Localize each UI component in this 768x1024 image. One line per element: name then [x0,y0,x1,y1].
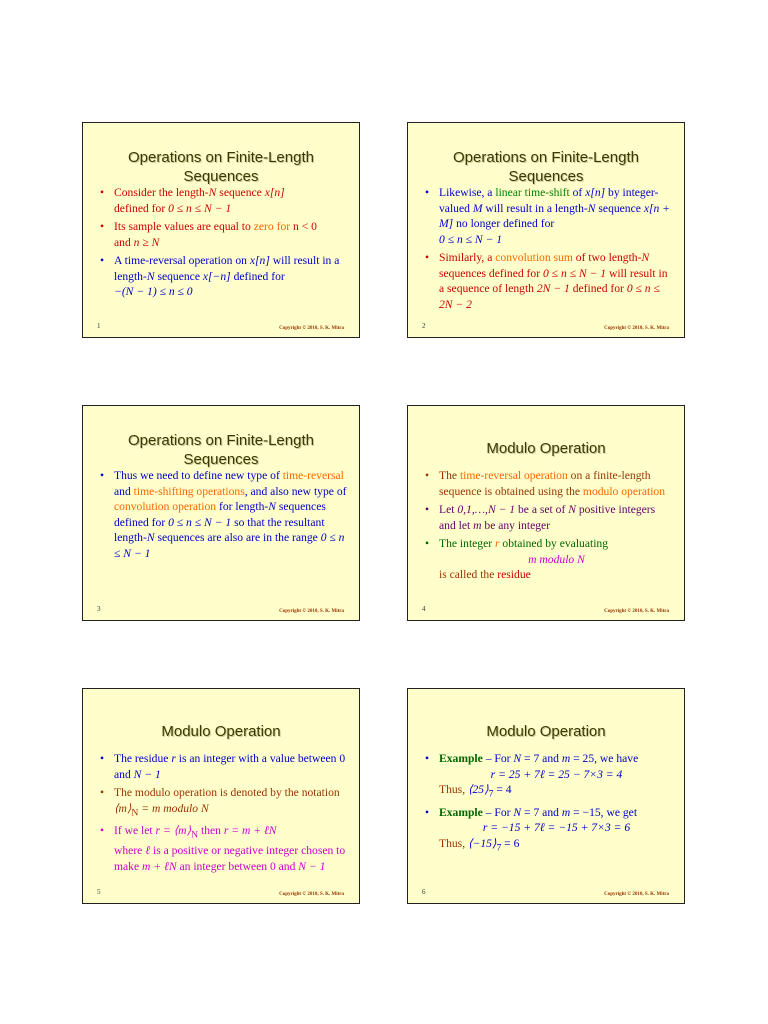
title-line: Operations on Finite-Length [128,432,314,449]
text-segment: will result in a length- [482,201,588,215]
text-segment: N [568,503,576,516]
text-segment: N [146,531,155,544]
text-segment: by integer-valued [439,186,659,215]
bullet-list [100,751,349,877]
copyright: Copyright © 2010, S. K. Mitra [604,892,669,897]
slide-title: Modulo Operation [486,723,606,740]
slide-number: 1 [97,322,101,330]
text-segment: residue [497,568,531,581]
text-segment: Example [439,805,483,819]
bullet-list [100,185,349,303]
text-segment: ℓ [145,844,151,858]
bullet-item [425,751,674,802]
text-segment: N [268,500,276,513]
text-segment: ⟨25⟩ [467,783,489,796]
text-segment: 0 ≤ n ≤ N − 1 [542,266,607,280]
text-segment: The modulo operation is denoted by the notation [114,786,340,799]
slide-title: Modulo Operation [161,723,281,740]
text-segment: 0 ≤ n ≤ N − 1 [168,515,232,529]
text-segment: for length- [216,500,269,513]
bullet-list [100,468,349,564]
text-segment: = m modulo N [138,801,209,815]
text-segment: = 4 [493,783,512,796]
text-segment: will result in a length- [114,254,340,283]
slide-title: Modulo Operation [486,440,606,457]
text-segment: will result in a sequence of length [439,266,668,295]
text-segment: zero [253,220,274,233]
slide-number: 4 [422,605,426,613]
slide-title [83,148,359,186]
text-segment: = 7 and [521,805,562,819]
text-segment: N [146,269,155,283]
bullet-item [100,785,349,820]
slide-number: 6 [422,888,426,896]
bullet-item [425,502,674,533]
text-segment: – For [482,752,514,765]
text-segment: sequences are also are in the range [154,531,321,544]
text-segment: 2N − 1 [536,282,570,295]
text-segment: N [513,805,522,819]
text-segment: sequences defined for [439,266,543,280]
text-segment: where [114,844,146,858]
text-segment: r = m + ℓN [223,824,277,838]
slide-2 [407,122,685,338]
text-segment: m + ℓN [142,859,177,873]
text-segment: x[n + M] [439,201,670,230]
text-segment: Consider the length- [114,186,209,199]
bullet-item [100,253,349,300]
bullet-item [100,185,349,216]
text-segment: The integer [439,537,496,550]
text-segment: be a set of [515,503,569,516]
slide-title [83,431,359,469]
text-segment: 0 ≤ n ≤ N − 1 [168,201,232,215]
text-segment: of [569,186,586,199]
text-segment: Example [439,752,483,765]
text-segment: – For [482,805,514,819]
text-segment: and [114,484,134,498]
bullet-list [425,751,674,859]
title-line: Operations on Finite-Length [128,149,314,166]
text-segment: The residue [114,752,172,765]
slide-6 [407,688,685,904]
text-segment: n ≥ N [133,235,160,249]
text-segment: , and also new type of [244,484,347,498]
text-segment: and [114,767,134,781]
text-segment: time-reversal operation [459,469,568,482]
text-segment: Let [439,503,458,516]
text-segment: 0 ≤ n ≤ 2N − 2 [439,282,660,311]
text-segment: Thus, [439,783,468,796]
text-segment: x[n] [249,254,270,267]
text-segment: then [198,824,224,838]
bullet-item [100,823,349,874]
title-line: Operations on Finite-Length [453,149,639,166]
text-segment: be any integer [481,518,551,532]
text-segment: convolution operation [114,500,217,513]
slide-4 [407,405,685,621]
slide-5 [82,688,360,904]
text-segment: 0 ≤ n ≤ N − 1 [439,232,503,246]
text-segment: on a finite-length sequence is obtained using the [439,469,651,498]
bullet-item [100,219,349,250]
bullet-item [425,250,674,312]
text-segment: N [587,201,596,215]
text-segment: = 6 [501,836,520,850]
text-segment: 0 ≤ n ≤ N − 1 [114,531,345,560]
bullet-item [425,805,674,856]
text-segment: The [439,469,460,482]
text-segment: = 25, we have [570,752,639,765]
text-segment: sequence [154,269,203,283]
text-segment: N [208,186,217,199]
text-segment: Thus, [439,836,468,850]
copyright: Copyright © 2010, S. K. Mitra [279,892,344,897]
bullet-list [425,185,674,315]
text-segment: is called the [439,568,498,581]
text-segment: r [495,537,500,550]
slide-number: 3 [97,605,101,613]
text-segment: r = ⟨m⟩ [155,824,192,838]
text-segment: sequence [216,186,265,199]
text-segment: positive integers and let [439,503,656,532]
text-segment: N [191,829,199,841]
copyright: Copyright © 2010, S. K. Mitra [604,609,669,614]
text-segment: so that the resultant length- [114,515,325,544]
text-segment: r = −15 + 7ℓ = −15 + 7×3 = 6 [482,821,631,835]
text-segment: Its sample values are equal to [114,220,254,233]
text-segment: 0,1,…,N − 1 [457,503,516,516]
text-segment: m [473,518,482,532]
text-segment: modulo operation [582,484,666,498]
text-segment: of two length- [572,251,642,264]
text-segment: an integer between [176,859,270,873]
text-segment: and [275,859,299,873]
text-segment: M [472,201,483,215]
slide-number: 5 [97,888,101,896]
text-segment: A time-reversal operation on [114,254,250,267]
bullet-item [425,468,674,499]
copyright: Copyright © 2010, S. K. Mitra [279,609,344,614]
text-segment: m [561,752,571,765]
text-segment: = −15, we get [570,805,638,819]
text-segment: Likewise, a [439,186,496,199]
text-segment: Similarly, a [439,251,496,264]
text-segment: x[n] [585,186,606,199]
text-segment: N [131,806,139,818]
bullet-item [425,536,674,583]
text-segment: 7 [496,842,502,854]
text-segment: 7 [488,788,494,800]
text-segment: time-shifting operations [133,484,245,498]
slide-1 [82,122,360,338]
text-segment: sequences defined for [114,500,326,529]
text-segment: N − 1 [298,859,326,873]
text-segment: m [561,805,571,819]
title-line: Sequences [508,168,584,185]
text-segment: r = 25 + 7ℓ = 25 − 7×3 = 4 [490,767,623,781]
text-segment: 0 [269,859,276,873]
text-segment: defined for [230,269,285,283]
text-segment: sequence [595,201,644,215]
text-segment: N − 1 [133,767,161,781]
text-segment: If we let [114,824,156,838]
bullet-item [100,468,349,561]
text-segment: N [641,251,650,264]
text-segment: is a positive or negative integer chosen to make [114,844,346,873]
text-segment: n < 0 [293,220,317,233]
text-segment: for [273,220,294,233]
text-segment: r [171,752,176,765]
text-segment: is an integer with a value between [175,752,340,765]
text-segment: −(N − 1) ≤ n ≤ 0 [114,285,193,298]
text-segment: m modulo N [528,552,585,566]
text-segment: time-reversal [282,469,344,482]
title-line: Sequences [183,168,259,185]
text-segment: defined for [569,282,627,295]
text-segment: Thus we need to define new type of [114,469,283,482]
text-segment: = 7 and [521,752,562,765]
text-segment: obtained by evaluating [499,537,609,550]
slide-title [408,148,684,186]
bullet-list [425,468,674,586]
text-segment: ⟨m⟩ [114,801,132,815]
title-line: Sequences [183,451,259,468]
text-segment: defined for [114,201,169,215]
text-segment: convolution sum [495,251,573,264]
text-segment: N [513,752,522,765]
bullet-item [425,185,674,247]
text-segment: x[n] [264,186,285,199]
copyright: Copyright © 2010, S. K. Mitra [279,326,344,331]
bullet-item [100,751,349,782]
copyright: Copyright © 2010, S. K. Mitra [604,326,669,331]
text-segment: 0 [339,752,346,765]
text-segment: no longer defined for [453,217,555,230]
slide-3 [82,405,360,621]
text-segment: x[−n] [202,269,231,283]
text-segment: and [114,235,134,249]
slide-number: 2 [422,322,426,330]
text-segment: linear time-shift [495,186,570,199]
text-segment: ⟨−15⟩ [467,836,497,850]
